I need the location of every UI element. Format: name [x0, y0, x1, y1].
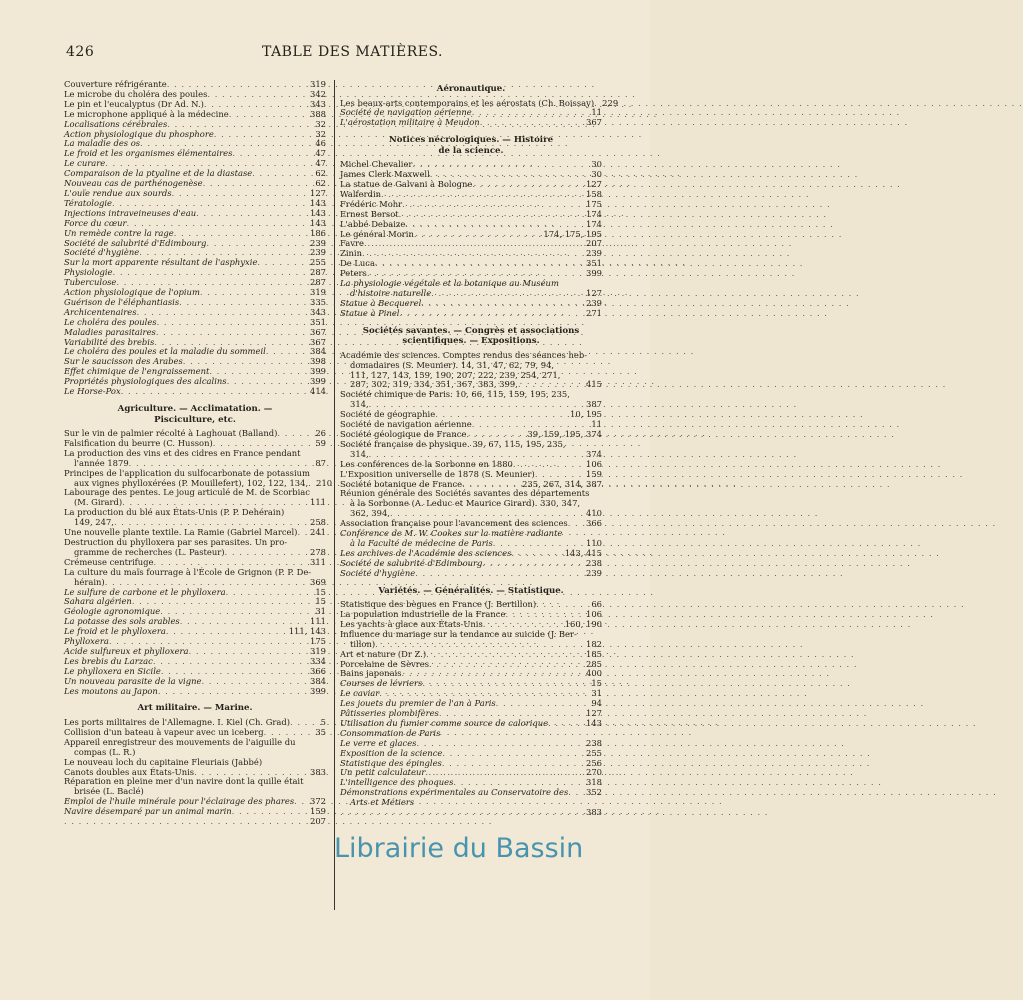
- toc-entry-continuation: compas (L. R.): [74, 746, 136, 757]
- toc-entry-title: 314,: [350, 399, 369, 410]
- toc-entry-title: De Luca: [340, 258, 375, 269]
- toc-entry-title: Un petit calculateur: [340, 767, 426, 778]
- toc-entry-page: 111, 143: [288, 626, 326, 637]
- toc-entry-title: Bains japonais: [340, 668, 402, 679]
- toc-entry-title: 287, 302, 319, 334, 351, 367, 383, 399,: [350, 379, 518, 390]
- left-column: [64, 79, 333, 827]
- section-heading-varietes: Variétés. — Généralités. — Statistique.: [378, 585, 564, 596]
- toc-entry-page: 369: [310, 576, 326, 587]
- toc-entry-page: 127: [586, 288, 602, 298]
- toc-entry-title: La culture du maïs fourrage à l'École de Grignon (P. P. De-: [64, 566, 312, 577]
- toc-entry-page: 351: [586, 258, 602, 269]
- toc-entry-title: Société de navigation aérienne: [340, 107, 472, 118]
- toc-entry-page: 319: [310, 287, 326, 298]
- toc-entry-page: 160, 190: [564, 618, 602, 629]
- toc-entry-page: 239: [310, 247, 326, 258]
- toc-entry-page: 384: [310, 346, 326, 357]
- toc-entry-title: Tuberculose: [64, 277, 117, 288]
- toc-entry-page: 185: [586, 648, 602, 659]
- section-heading-art-militaire: Art militaire. — Marine.: [137, 703, 253, 714]
- toc-entry-title: Démonstrations expérimentales au Conservatoire des: [340, 787, 569, 798]
- toc-entry-title: Archicentenaires: [64, 306, 137, 317]
- toc-entry-page: 174: [586, 208, 602, 219]
- toc-entry-page: 319: [310, 79, 326, 89]
- toc-entry-page: 383: [310, 766, 326, 777]
- toc-entry-page: 255: [310, 257, 326, 268]
- toc-entry-page: 143: [586, 717, 602, 728]
- toc-entry-title: aux vignes phylloxérées (P. Mouillefert), 102, 122, 134,: [74, 477, 309, 488]
- toc-entry-page: 66: [591, 599, 602, 610]
- toc-entry-title: Le Horse-Pox: [64, 386, 121, 397]
- toc-entry-page: 111: [310, 497, 326, 508]
- toc-entry: [64, 817, 326, 827]
- toc-entry-page: 367: [586, 117, 602, 128]
- toc-entry-title: d'histoire naturelle: [350, 288, 432, 298]
- toc-entry-title: Destruction du phylloxera par ses parasites. Un pro-: [64, 536, 288, 547]
- toc-entry-title: Principes de l'application du sulfocarbonate de potassium: [64, 467, 310, 478]
- toc-entry-page: 239: [586, 567, 602, 578]
- toc-entry-page: 30: [591, 169, 602, 180]
- toc-entry-title: Effet chimique de l'engraissement: [64, 366, 210, 377]
- toc-entry-page: 311: [310, 556, 326, 567]
- toc-entry-title: hérain): [74, 576, 105, 587]
- toc-entry-page: 271: [586, 307, 602, 318]
- toc-entry-page: 388: [310, 108, 326, 119]
- toc-entry-page: 26: [315, 428, 326, 438]
- toc-entry: [64, 387, 326, 397]
- list-necrologie: [340, 160, 602, 319]
- toc-entry-title: La potasse des sols arables: [64, 616, 180, 627]
- dot-leader: [297, 528, 308, 538]
- toc-entry-page: 367: [310, 326, 326, 337]
- toc-entry-title: Tératologie: [64, 197, 113, 208]
- toc-entry-page: 239: [586, 248, 602, 259]
- toc-entry-title: Les archives de l'Académie des sciences: [340, 547, 512, 558]
- toc-entry-page: 241: [310, 527, 326, 538]
- toc-entry-page: 10, 195: [570, 409, 602, 420]
- list-art-militaire: [64, 718, 326, 827]
- dot-leader: [340, 808, 584, 818]
- toc-entry: [64, 758, 326, 768]
- toc-entry-page: 143: [310, 207, 326, 218]
- toc-entry-page: 287: [310, 277, 326, 288]
- dot-leader: [568, 519, 584, 529]
- toc-entry-page: 106: [586, 608, 602, 619]
- toc-entry-continuation: Arts et Métiers: [350, 797, 415, 808]
- toc-entry-page: 383: [586, 807, 602, 818]
- toc-entry-title: Utilisation du fumier comme source de calorique: [340, 717, 549, 728]
- toc-entry-title: Pâtisseries plombifères: [340, 708, 439, 719]
- toc-entry-title: Ernest Bersot: [340, 208, 399, 219]
- toc-entry-page: 367: [310, 336, 326, 347]
- toc-entry-page: 127: [586, 179, 602, 190]
- toc-entry-continuation: à la Sorbonne (A. Leduc et Maurice Girard). 330, 347,: [350, 498, 581, 509]
- toc-entry-title: tillon): [350, 638, 376, 649]
- toc-entry-title: Sahara algérien: [64, 596, 132, 607]
- toc-entry-title: Emploi de l'huile minérale pour l'éclairage des phares: [64, 796, 295, 807]
- toc-entry-page: 415: [586, 379, 602, 390]
- toc-entry-page: 238: [586, 557, 602, 568]
- toc-entry-page: 366: [586, 518, 602, 529]
- list-agriculture: [64, 428, 333, 696]
- list-aeronautique: [340, 97, 619, 129]
- right-column: [340, 80, 619, 818]
- toc-entry-page: 335: [310, 296, 326, 307]
- toc-entry-title: Canots doubles aux États-Unis: [64, 766, 195, 777]
- toc-entry-title: Crémeuse centrifuge: [64, 556, 154, 567]
- toc-entry-page: 143: [310, 217, 326, 228]
- toc-entry-page: 127: [586, 708, 602, 719]
- toc-entry-title: Appareil enregistreur des mouvements de l'aiguille du: [64, 736, 296, 747]
- toc-entry-page: 372: [310, 796, 326, 807]
- toc-entry-title: Favre: [340, 238, 364, 249]
- toc-entry-page: 414: [310, 386, 326, 397]
- dot-leader: [158, 687, 308, 697]
- toc-entry-title: Les ports militaires de l'Allemagne. I. Kiel (Ch. Grad): [64, 716, 291, 727]
- toc-entry-page: 398: [310, 356, 326, 367]
- toc-entry-page: 399: [310, 366, 326, 377]
- toc-entry-title: La statue de Galvani à Bologne: [340, 179, 473, 190]
- toc-entry-title: L'ouïe rendue aux sourds: [64, 187, 172, 198]
- toc-entry: [64, 229, 326, 239]
- toc-entry-title: Collision d'un bateau à vapeur avec un iceberg: [64, 726, 264, 737]
- toc-entry-page: 400: [586, 668, 602, 679]
- toc-entry-page: 127: [310, 187, 326, 198]
- toc-entry-page: 159: [586, 468, 602, 479]
- dot-leader: [548, 719, 584, 729]
- toc-entry: [340, 118, 602, 128]
- toc-entry: [340, 808, 602, 818]
- toc-entry-title: Frédéric Mohr: [340, 198, 403, 209]
- toc-entry-page: 207: [586, 238, 602, 249]
- toc-entry-title: 149, 247,: [74, 517, 114, 528]
- toc-entry-page: 229: [602, 97, 619, 108]
- toc-entry-title: Influence du mariage sur la tendance au suicide (J. Ber-: [340, 628, 577, 639]
- list-societes: [340, 351, 602, 579]
- toc-entry-title: Le caviar: [340, 688, 380, 699]
- toc-entry: [64, 687, 326, 697]
- toc-entry-page: 287: [310, 267, 326, 278]
- toc-entry-title: Le phylloxera en Sicile: [64, 665, 161, 676]
- dot-leader: [426, 650, 584, 660]
- section-heading-societes: Sociétés savantes. — Congrès et associations scientifiques. — Expositions.: [362, 325, 580, 347]
- toc-entry-page: 366: [310, 665, 326, 676]
- toc-entry-title: l'année 1879: [74, 457, 129, 468]
- toc-entry-title: Sur le vin de palmier récolté à Laghouat (Balland): [64, 428, 278, 438]
- toc-entry-title: Réunion générale des Sociétés savantes des départements: [340, 488, 590, 499]
- toc-entry-page: 278: [310, 546, 326, 557]
- toc-entry-title: Le froid et les organismes élémentaires: [64, 148, 233, 159]
- toc-entry-title: Société de salubrité d'Edimbourg: [64, 237, 207, 248]
- dot-leader: [399, 309, 584, 319]
- toc-entry-page: 270: [586, 767, 602, 778]
- list-varietes: [340, 600, 602, 818]
- toc-entry-page: 159: [310, 806, 326, 817]
- toc-entry-title: Le microbe du choléra des poules: [64, 88, 208, 99]
- toc-entry-title: James Clerk Maxwell: [340, 169, 430, 180]
- toc-entry-title: gramme de recherches (L. Pasteur): [74, 546, 225, 557]
- toc-entry-title: La population industrielle de la France: [340, 608, 506, 619]
- toc-entry-title: Courses de lévriers: [340, 678, 423, 689]
- toc-entry-title: Nouveau cas de parthénogenèse: [64, 178, 203, 189]
- toc-entry-page: 318: [586, 777, 602, 788]
- toc-entry-title: La production du blé aux États-Unis (P. P. Dehérain): [64, 507, 285, 518]
- toc-entry-continuation: 111, 127, 143, 159, 190, 207, 222, 239, 254, 271,: [350, 369, 561, 380]
- dot-leader: [121, 387, 308, 397]
- toc-entry-page: 62: [315, 168, 326, 179]
- toc-entry-title: Société géologique de France: [340, 428, 467, 439]
- toc-entry-title: Peters: [340, 268, 367, 279]
- toc-entry-title: Les yachts à glace aux États-Unis: [340, 618, 483, 629]
- toc-entry-title: Exposition de la science: [340, 747, 443, 758]
- toc-entry-title: Navire désemparé par un animal marin: [64, 806, 232, 817]
- toc-entry-title: La maladie des os: [64, 138, 141, 149]
- toc-entry-title: Porcelaine de Sèvres: [340, 658, 430, 669]
- toc-entry-continuation: domadaires (S. Meunier). 14, 31, 47, 62, 79, 94,: [350, 359, 555, 370]
- toc-entry-page: 239: [310, 237, 326, 248]
- dot-leader: [480, 118, 584, 128]
- toc-entry-title: Conférence de M. W. Cookes sur la matière radiante: [340, 528, 563, 539]
- toc-entry-page: 182: [586, 638, 602, 649]
- toc-entry-page: 207: [310, 816, 326, 827]
- toc-entry-title: Société chimique de Paris. 10, 66, 115, 159, 195, 235,: [340, 389, 570, 400]
- toc-entry-title: Statistique des épingles: [340, 757, 442, 768]
- toc-entry-page: 238: [586, 737, 602, 748]
- toc-entry-title: Phylloxera: [64, 636, 109, 647]
- toc-entry: [340, 470, 602, 480]
- toc-entry-title: Société de géographie: [340, 409, 436, 420]
- section-heading-agriculture: Agriculture. — Acclimatation. — Pisciculture, etc.: [117, 404, 273, 425]
- toc-entry-page: 319: [310, 645, 326, 656]
- toc-entry-title: Guérison de l'éléphantiasis: [64, 296, 180, 307]
- page-number: 426: [66, 44, 95, 60]
- list-medicine: [64, 80, 326, 397]
- toc-entry-title: La production des vins et des cidres en France pendant: [64, 447, 301, 458]
- toc-entry-page: 59: [315, 437, 326, 448]
- toc-entry-title: Géologie agronomique: [64, 606, 161, 617]
- toc-entry-title: Statistique des bègues en France (J. Bertillon): [340, 599, 537, 610]
- toc-entry-page: 399: [586, 268, 602, 279]
- toc-entry-title: Injections intraveineuses d'eau: [64, 207, 197, 218]
- toc-entry-page: 32: [315, 118, 326, 129]
- toc-entry-title: Action physiologique de l'opium: [64, 287, 200, 298]
- toc-entry-page: 15: [315, 586, 326, 597]
- toc-entry-page: 106: [586, 458, 602, 469]
- running-title: TABLE DES MATIÈRES.: [262, 44, 443, 60]
- toc-entry-title: 314,: [350, 448, 369, 459]
- toc-entry-title: La physiologie végétale et la botanique au Muséum: [340, 278, 559, 289]
- dot-leader: [535, 470, 584, 480]
- toc-entry-title: Zinin: [340, 248, 362, 259]
- toc-entry-title: Le verre et glaces: [340, 737, 417, 748]
- toc-entry-page: 374: [586, 448, 602, 459]
- toc-entry-title: Société d'hygiène: [340, 567, 416, 578]
- toc-entry-page: 11: [591, 107, 602, 118]
- toc-entry-page: 399: [310, 376, 326, 387]
- toc-entry-title: Un nouveau parasite de la vigne: [64, 675, 202, 686]
- toc-entry-title: Les brebis du Larzac: [64, 655, 153, 666]
- dot-leader: [568, 788, 584, 798]
- toc-entry-title: Société de navigation aérienne: [340, 419, 472, 430]
- toc-entry-title: Association française pour l'avancement des sciences: [340, 518, 568, 529]
- toc-entry-title: Labourage des pentes. Le joug articulé de M. de Scorbiac: [64, 487, 310, 498]
- toc-entry-title: Société française de physique. 39, 67, 115, 195, 235,: [340, 438, 566, 449]
- toc-entry-page: 342: [310, 88, 326, 99]
- section-heading-necrologie: Notices nécrologiques. — Histoire de la science.: [388, 135, 554, 156]
- toc-entry-title: Le général Morin: [340, 228, 414, 239]
- toc-entry: [340, 309, 602, 319]
- toc-entry: [340, 569, 602, 579]
- toc-entry-title: Variabilité des brebis: [64, 336, 155, 347]
- toc-entry-page: 30: [591, 159, 602, 170]
- toc-entry-title: Sur la mort apparente résultant de l'asphyxie: [64, 257, 258, 268]
- toc-entry-title: Consommation de Paris: [340, 727, 441, 738]
- toc-entry-title: Un remède contre la rage: [64, 227, 174, 238]
- toc-entry-page: 410: [586, 508, 602, 519]
- toc-entry-page: 285: [586, 658, 602, 669]
- toc-entry-title: Acide sulfureux et phylloxera: [64, 645, 189, 656]
- toc-entry-page: 5: [320, 716, 326, 727]
- toc-entry-title: L'abbé Debaize: [340, 218, 406, 229]
- toc-entry-title: (M. Girard): [74, 497, 123, 508]
- toc-entry-page: 255: [586, 747, 602, 758]
- toc-entry-page: 143: [310, 197, 326, 208]
- toc-entry-page: 31: [315, 606, 326, 617]
- toc-entry-page: 334: [310, 655, 326, 666]
- toc-entry-title: Force du cœur: [64, 217, 127, 228]
- toc-entry-title: Walferdin: [340, 188, 382, 199]
- toc-entry-title: Maladies parasitaires: [64, 326, 156, 337]
- toc-entry-title: Action physiologique du phosphore: [64, 128, 214, 139]
- toc-entry-title: L'intelligence des phoques: [340, 777, 454, 788]
- toc-entry-page: 175: [586, 198, 602, 209]
- toc-entry-title: Sur le saucisson des Arabes: [64, 356, 183, 367]
- toc-entry-title: Le choléra des poules et la maladie du sommeil: [64, 346, 266, 357]
- toc-entry-page: 174: [586, 218, 602, 229]
- toc-entry-page: 62: [315, 178, 326, 189]
- toc-entry-page: 174, 175, 195: [543, 228, 602, 239]
- toc-entry-page: 31: [591, 688, 602, 699]
- toc-entry-title: Le nouveau loch du capitaine Fleuriais (Jabbé): [64, 756, 263, 767]
- toc-entry-continuation: brisée (L. Baclé): [74, 786, 144, 797]
- toc-entry-page: 32: [315, 128, 326, 139]
- toc-entry-title: Michel Chevalier: [340, 159, 413, 170]
- toc-entry-page: 111: [310, 616, 326, 627]
- toc-entry-title: Une nouvelle plante textile. La Ramie (Gabriel Marcel): [64, 527, 298, 538]
- dot-leader: [64, 817, 308, 827]
- toc-entry-page: 351: [310, 316, 326, 327]
- toc-entry-page: 258: [310, 517, 326, 528]
- toc-entry-page: 158: [586, 188, 602, 199]
- toc-entry: [340, 650, 602, 660]
- toc-entry-title: Le choléra des poules: [64, 316, 157, 327]
- toc-entry-page: 15: [591, 678, 602, 689]
- toc-entry-page: 110: [586, 537, 602, 548]
- toc-entry-title: Localisations cérébrales: [64, 118, 168, 129]
- toc-entry-title: Le froid et le phylloxera: [64, 626, 166, 637]
- toc-entry-title: L'aérostation militaire à Meudon: [340, 117, 480, 128]
- toc-entry-page: 387: [586, 399, 602, 410]
- toc-entry-page: 235, 267, 314, 387: [522, 478, 602, 489]
- toc-entry-title: Propriétés physiologiques des alcalins: [64, 376, 227, 387]
- toc-entry-page: 35: [315, 726, 326, 737]
- toc-entry-title: Le curare: [64, 158, 106, 169]
- toc-entry-page: 186: [310, 227, 326, 238]
- toc-entry-title: Comparaison de la ptyaline et de la diastase: [64, 168, 253, 179]
- toc-entry-title: Académie des sciences. Comptes rendus des séances heb-: [340, 349, 588, 360]
- toc-entry-page: 46: [315, 138, 326, 149]
- toc-entry-page: 384: [310, 675, 326, 686]
- toc-entry-page: 39, 159, 195, 374: [527, 428, 602, 439]
- toc-entry-title: Couverture réfrigérante: [64, 79, 167, 89]
- toc-entry-title: Les beaux-arts contemporains et les aérostats (Ch. Boissay): [340, 97, 595, 108]
- toc-entry-page: 47: [315, 148, 326, 159]
- toc-entry-title: Le pin et l'eucalyptus (Dr Ad. N.): [64, 98, 204, 109]
- toc-entry-page: 11: [591, 419, 602, 430]
- dot-leader: [415, 569, 584, 579]
- toc-entry-title: à la Faculté de médecine de Paris: [350, 537, 493, 548]
- toc-entry-title: Statue à Becquerel: [340, 297, 422, 308]
- toc-entry-page: 239: [586, 297, 602, 308]
- toc-entry-title: Les moutons au Japon: [64, 685, 158, 696]
- watermark: Librairie du Bassin: [334, 833, 584, 864]
- section-heading-aeronautique: Aéronautique.: [436, 84, 506, 94]
- toc-entry-title: Statue à Pinel: [340, 307, 400, 318]
- toc-entry-title: Réparation en pleine mer d'un navire dont la quille était: [64, 776, 304, 787]
- dot-leader: [105, 578, 308, 588]
- toc-entry-title: Falsification du beurre (C. Husson): [64, 437, 213, 448]
- toc-entry-title: Société botanique de France: [340, 478, 463, 489]
- toc-entry-page: 15: [315, 596, 326, 607]
- toc-entry-page: 343: [310, 306, 326, 317]
- toc-entry-page: 87: [315, 457, 326, 468]
- toc-entry-title: L'Exposition universelle de 1878 (S. Meunier): [340, 468, 535, 479]
- toc-entry-title: Physiologie: [64, 267, 113, 278]
- toc-entry-title: Société de salubrité d'Edimbourg: [340, 557, 483, 568]
- toc-entry-page: 94: [591, 698, 602, 709]
- toc-entry-page: 210: [316, 477, 333, 488]
- toc-entry-page: 399: [310, 685, 326, 696]
- toc-entry-title: Le sulfure de carbone et le phylloxera: [64, 586, 226, 597]
- toc-entry-title: 362, 394,: [350, 508, 390, 519]
- toc-entry-page: 352: [586, 787, 602, 798]
- toc-entry: [64, 578, 326, 588]
- toc-entry-title: Société d'hygiène: [64, 247, 140, 258]
- dot-leader: [174, 229, 308, 239]
- toc-entry-title: Art et nature (Dr Z.): [340, 648, 427, 659]
- toc-entry-page: 175: [310, 636, 326, 647]
- toc-entry-title: Les conférences de la Sorbonne en 1880: [340, 458, 513, 469]
- toc-entry-page: 343: [310, 98, 326, 109]
- toc-entry-page: 256: [586, 757, 602, 768]
- toc-entry-title: Le microphone appliqué à la médecine: [64, 108, 229, 119]
- toc-entry-page: 143, 415: [564, 547, 602, 558]
- toc-entry-page: 47: [315, 158, 326, 169]
- toc-entry-title: Les jouets du premier de l'an à Paris: [340, 698, 496, 709]
